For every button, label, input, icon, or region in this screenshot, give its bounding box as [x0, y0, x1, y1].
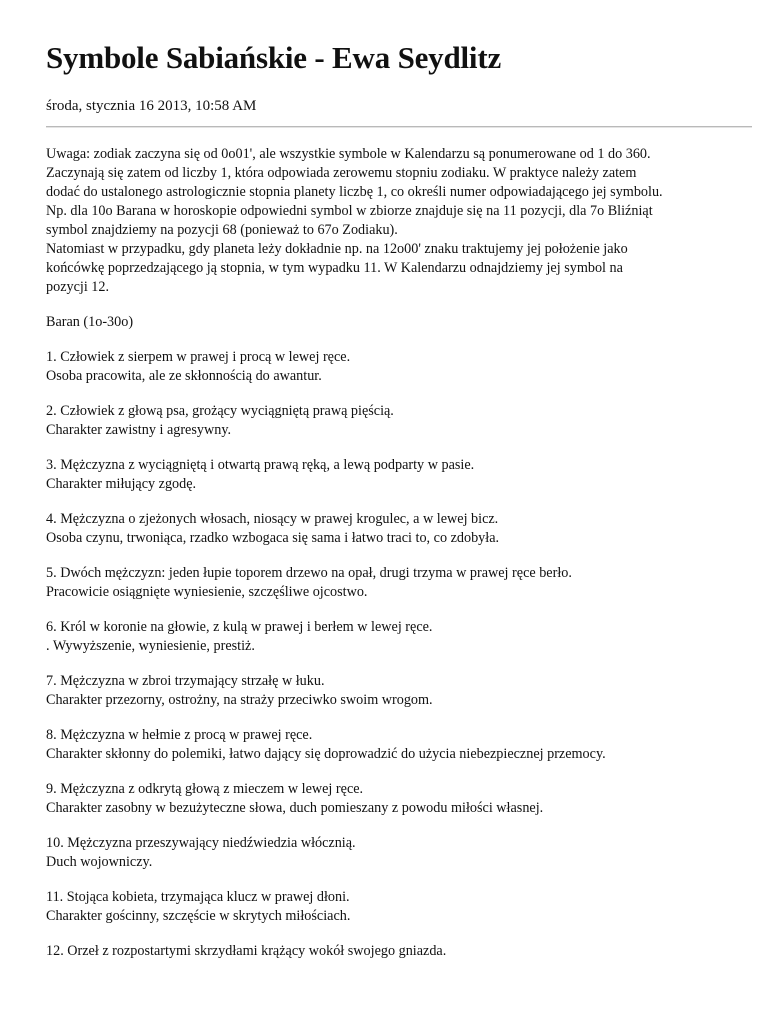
intro-line: Zaczynają się zatem od liczby 1, która odpowiada zerowemu stopniu zodiaku. W praktyce należy zatem [46, 165, 637, 181]
list-item [46, 780, 752, 818]
intro-line: Natomiast w przypadku, gdy planeta leży dokładnie np. na 12o00' znaku traktujemy jej położenie jako [46, 241, 628, 257]
symbol-text: 6. Król w koronie na głowie, z kulą w prawej i berłem w lewej ręce. [46, 619, 433, 635]
list-item [46, 942, 752, 961]
meaning-text: Pracowicie osiągnięte wyniesienie, szczęśliwe ojcostwo. [46, 584, 368, 600]
intro-line: pozycji 12. [46, 279, 110, 295]
list-item [46, 888, 752, 926]
intro-line: końcówkę poprzedzającego ją stopnia, w tym wypadku 11. W Kalendarzu odnajdziemy jej symbol na [46, 260, 623, 276]
intro-line: dodać do ustalonego astrologicznie stopnia planety liczbę 1, co określi numer odpowiadającego jej symbolu. [46, 184, 663, 200]
meaning-text: Osoba czynu, trwoniąca, rzadko wzbogaca się sama i łatwo traci to, co zdobyła. [46, 530, 500, 546]
symbol-text: 5. Dwóch mężczyzn: jeden łupie toporem drzewo na opał, drugi trzyma w prawej ręce berło. [46, 565, 572, 581]
meaning-text: Charakter przezorny, ostrożny, na straży przeciwko swoim wrogom. [46, 692, 433, 708]
list-item [46, 348, 752, 386]
meaning-text: . Wywyższenie, wyniesienie, prestiż. [46, 638, 255, 654]
symbol-text: 10. Mężczyzna przeszywający niedźwiedzia włócznią. [46, 835, 356, 851]
meaning-text: Charakter miłujący zgodę. [46, 476, 197, 492]
symbol-text: 8. Mężczyzna w hełmie z procą w prawej ręce. [46, 727, 313, 743]
list-item [46, 618, 752, 656]
meaning-text: Duch wojowniczy. [46, 854, 153, 870]
list-item [46, 510, 752, 548]
list-item [46, 564, 752, 602]
symbol-text: 11. Stojąca kobieta, trzymająca klucz w prawej dłoni. [46, 889, 350, 905]
symbol-text: 3. Mężczyzna z wyciągniętą i otwartą prawą ręką, a lewą podparty w pasie. [46, 457, 475, 473]
post-date: środa, stycznia 16 2013, 10:58 AM [46, 98, 257, 114]
symbol-text: 1. Człowiek z sierpem w prawej i procą w lewej ręce. [46, 349, 351, 365]
article-body [46, 145, 752, 977]
divider [46, 126, 752, 128]
meaning-text: Charakter zasobny w bezużyteczne słowa, duch pomieszany z powodu miłości własnej. [46, 800, 544, 816]
symbol-list [46, 348, 752, 961]
list-item [46, 456, 752, 494]
symbol-text: 7. Mężczyzna w zbroi trzymający strzałę w łuku. [46, 673, 325, 689]
symbol-text: 12. Orzeł z rozpostartymi skrzydłami krążący wokół swojego gniazda. [46, 943, 447, 959]
list-item [46, 672, 752, 710]
intro-paragraph-2 [46, 240, 752, 297]
symbol-text: 4. Mężczyzna o zjeżonych włosach, niosący w prawej krogulec, a w lewej bicz. [46, 511, 499, 527]
symbol-text: 9. Mężczyzna z odkrytą głową z mieczem w lewej ręce. [46, 781, 364, 797]
list-item [46, 726, 752, 764]
list-item [46, 402, 752, 440]
meaning-text: Charakter zawistny i agresywny. [46, 422, 232, 438]
intro-line: symbol znajdziemy na pozycji 68 (ponieważ to 67o Zodiaku). [46, 222, 398, 238]
meaning-text: Osoba pracowita, ale ze skłonnością do awantur. [46, 368, 322, 384]
meaning-text: Charakter gościnny, szczęście w skrytych miłościach. [46, 908, 351, 924]
intro-paragraph-1 [46, 145, 752, 240]
list-item [46, 834, 752, 872]
meaning-text: Charakter skłonny do polemiki, łatwo dający się doprowadzić do użycia niebezpiecznej przemocy. [46, 746, 606, 762]
intro-line: Uwaga: zodiak zaczyna się od 0o01', ale wszystkie symbole w Kalendarzu są ponumerowane od 1 do 360. [46, 146, 651, 162]
intro-line: Np. dla 10o Barana w horoskopie odpowiedni symbol w zbiorze znajduje się na 11 pozycji, dla 7o Bliźniąt [46, 203, 653, 219]
intro-note [46, 145, 752, 297]
symbol-text: 2. Człowiek z głową psa, grożący wyciągniętą prawą pięścią. [46, 403, 394, 419]
section-heading: Baran (1o-30o) [46, 314, 134, 330]
page-title: Symbole Sabiańskie - Ewa Seydlitz [46, 40, 502, 75]
